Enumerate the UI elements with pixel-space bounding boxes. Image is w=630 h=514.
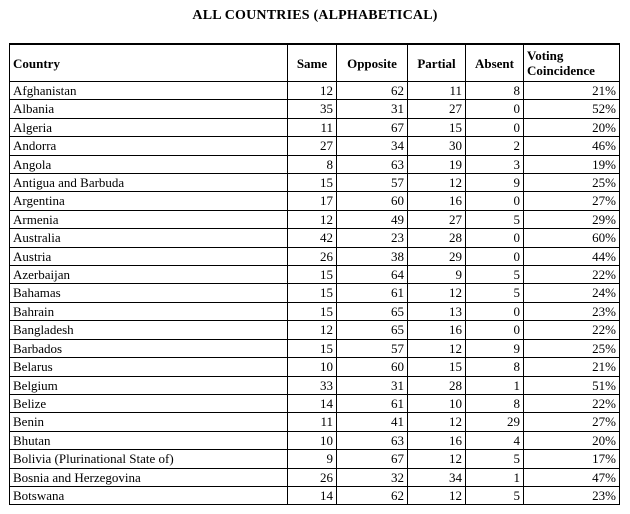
cell-country: Benin [10,413,288,431]
cell-same: 15 [288,302,337,320]
cell-voting-coincidence: 22% [524,266,620,284]
cell-partial: 27 [408,100,466,118]
cell-opposite: 49 [337,210,408,228]
cell-partial: 16 [408,192,466,210]
table-row [10,210,620,228]
cell-voting-coincidence: 46% [524,137,620,155]
cell-partial: 34 [408,468,466,486]
cell-country: Argentina [10,192,288,210]
column-header-absent: Absent [466,44,524,82]
cell-voting-coincidence: 60% [524,229,620,247]
cell-same: 26 [288,247,337,265]
cell-same: 42 [288,229,337,247]
cell-opposite: 31 [337,376,408,394]
table-row [10,174,620,192]
cell-opposite: 62 [337,82,408,100]
cell-country: Bhutan [10,431,288,449]
cell-voting-coincidence: 20% [524,118,620,136]
cell-country: Barbados [10,339,288,357]
table-header [10,44,620,82]
cell-same: 26 [288,468,337,486]
cell-opposite: 60 [337,358,408,376]
cell-partial: 15 [408,118,466,136]
cell-absent: 8 [466,394,524,412]
cell-voting-coincidence: 19% [524,155,620,173]
cell-voting-coincidence: 47% [524,468,620,486]
cell-opposite: 61 [337,394,408,412]
table-row [10,413,620,431]
table-row [10,137,620,155]
cell-same: 14 [288,394,337,412]
cell-same: 11 [288,118,337,136]
cell-absent: 5 [466,210,524,228]
cell-same: 10 [288,358,337,376]
cell-country: Azerbaijan [10,266,288,284]
cell-voting-coincidence: 24% [524,284,620,302]
cell-voting-coincidence: 22% [524,394,620,412]
voting-header-line2: Coincidence [527,63,595,78]
cell-voting-coincidence: 52% [524,100,620,118]
cell-country: Antigua and Barbuda [10,174,288,192]
cell-country: Algeria [10,118,288,136]
cell-same: 33 [288,376,337,394]
cell-voting-coincidence: 20% [524,431,620,449]
cell-country: Bahrain [10,302,288,320]
cell-opposite: 57 [337,174,408,192]
cell-absent: 4 [466,431,524,449]
cell-partial: 16 [408,431,466,449]
cell-voting-coincidence: 17% [524,450,620,468]
cell-opposite: 67 [337,118,408,136]
cell-absent: 5 [466,486,524,504]
cell-partial: 28 [408,229,466,247]
column-header-same: Same [288,44,337,82]
cell-opposite: 23 [337,229,408,247]
table-row [10,339,620,357]
cell-partial: 12 [408,284,466,302]
cell-voting-coincidence: 44% [524,247,620,265]
cell-country: Belize [10,394,288,412]
cell-absent: 29 [466,413,524,431]
cell-same: 9 [288,450,337,468]
cell-same: 12 [288,321,337,339]
cell-voting-coincidence: 25% [524,174,620,192]
column-header-voting-coincidence [524,44,620,82]
table-row [10,155,620,173]
cell-country: Andorra [10,137,288,155]
cell-same: 11 [288,413,337,431]
table-row [10,394,620,412]
cell-same: 8 [288,155,337,173]
cell-absent: 0 [466,118,524,136]
table-row [10,82,620,100]
cell-country: Belarus [10,358,288,376]
cell-absent: 9 [466,174,524,192]
table-row [10,247,620,265]
cell-country: Armenia [10,210,288,228]
cell-opposite: 67 [337,450,408,468]
cell-country: Australia [10,229,288,247]
table-row [10,431,620,449]
cell-voting-coincidence: 23% [524,302,620,320]
cell-partial: 10 [408,394,466,412]
voting-table [9,43,620,505]
table-row [10,358,620,376]
table-row [10,450,620,468]
table-row [10,229,620,247]
cell-country: Austria [10,247,288,265]
table-row [10,321,620,339]
cell-absent: 9 [466,339,524,357]
cell-country: Belgium [10,376,288,394]
table-row [10,376,620,394]
cell-partial: 12 [408,413,466,431]
cell-absent: 0 [466,247,524,265]
cell-country: Angola [10,155,288,173]
cell-partial: 19 [408,155,466,173]
cell-opposite: 57 [337,339,408,357]
cell-opposite: 32 [337,468,408,486]
cell-absent: 5 [466,284,524,302]
cell-partial: 13 [408,302,466,320]
cell-voting-coincidence: 25% [524,339,620,357]
table-row [10,284,620,302]
table-row [10,468,620,486]
cell-partial: 12 [408,339,466,357]
cell-partial: 12 [408,174,466,192]
cell-absent: 1 [466,376,524,394]
cell-voting-coincidence: 21% [524,358,620,376]
cell-partial: 12 [408,450,466,468]
cell-same: 10 [288,431,337,449]
table-body [10,82,620,505]
cell-same: 17 [288,192,337,210]
cell-country: Albania [10,100,288,118]
cell-opposite: 65 [337,321,408,339]
table-row [10,118,620,136]
cell-voting-coincidence: 51% [524,376,620,394]
cell-absent: 1 [466,468,524,486]
cell-same: 15 [288,284,337,302]
cell-opposite: 34 [337,137,408,155]
cell-same: 12 [288,210,337,228]
cell-partial: 9 [408,266,466,284]
cell-opposite: 63 [337,155,408,173]
cell-opposite: 64 [337,266,408,284]
cell-opposite: 63 [337,431,408,449]
cell-partial: 16 [408,321,466,339]
cell-country: Bolivia (Plurinational State of) [10,450,288,468]
cell-opposite: 62 [337,486,408,504]
cell-absent: 8 [466,358,524,376]
voting-header-line1: Voting [527,48,564,63]
column-header-opposite: Opposite [337,44,408,82]
cell-same: 15 [288,266,337,284]
cell-same: 12 [288,82,337,100]
cell-opposite: 31 [337,100,408,118]
cell-absent: 0 [466,321,524,339]
cell-opposite: 41 [337,413,408,431]
cell-voting-coincidence: 21% [524,82,620,100]
cell-absent: 0 [466,302,524,320]
cell-voting-coincidence: 22% [524,321,620,339]
cell-same: 15 [288,339,337,357]
header-row [10,44,620,82]
cell-same: 27 [288,137,337,155]
column-header-partial: Partial [408,44,466,82]
table-row [10,100,620,118]
cell-partial: 27 [408,210,466,228]
cell-absent: 5 [466,266,524,284]
cell-partial: 29 [408,247,466,265]
cell-same: 15 [288,174,337,192]
cell-absent: 8 [466,82,524,100]
cell-partial: 11 [408,82,466,100]
cell-country: Afghanistan [10,82,288,100]
cell-absent: 2 [466,137,524,155]
cell-partial: 15 [408,358,466,376]
cell-country: Bahamas [10,284,288,302]
cell-opposite: 61 [337,284,408,302]
table-row [10,302,620,320]
cell-voting-coincidence: 27% [524,413,620,431]
column-header-country: Country [10,44,288,82]
cell-voting-coincidence: 29% [524,210,620,228]
cell-absent: 5 [466,450,524,468]
table-row [10,192,620,210]
cell-voting-coincidence: 27% [524,192,620,210]
table-row [10,266,620,284]
cell-country: Botswana [10,486,288,504]
cell-same: 14 [288,486,337,504]
page-title: ALL COUNTRIES (ALPHABETICAL) [192,8,438,23]
cell-absent: 0 [466,192,524,210]
cell-absent: 0 [466,100,524,118]
cell-voting-coincidence: 23% [524,486,620,504]
cell-opposite: 60 [337,192,408,210]
cell-country: Bosnia and Herzegovina [10,468,288,486]
cell-same: 35 [288,100,337,118]
cell-partial: 12 [408,486,466,504]
cell-absent: 3 [466,155,524,173]
cell-absent: 0 [466,229,524,247]
cell-partial: 28 [408,376,466,394]
cell-opposite: 65 [337,302,408,320]
table-row [10,486,620,504]
cell-opposite: 38 [337,247,408,265]
cell-partial: 30 [408,137,466,155]
cell-country: Bangladesh [10,321,288,339]
